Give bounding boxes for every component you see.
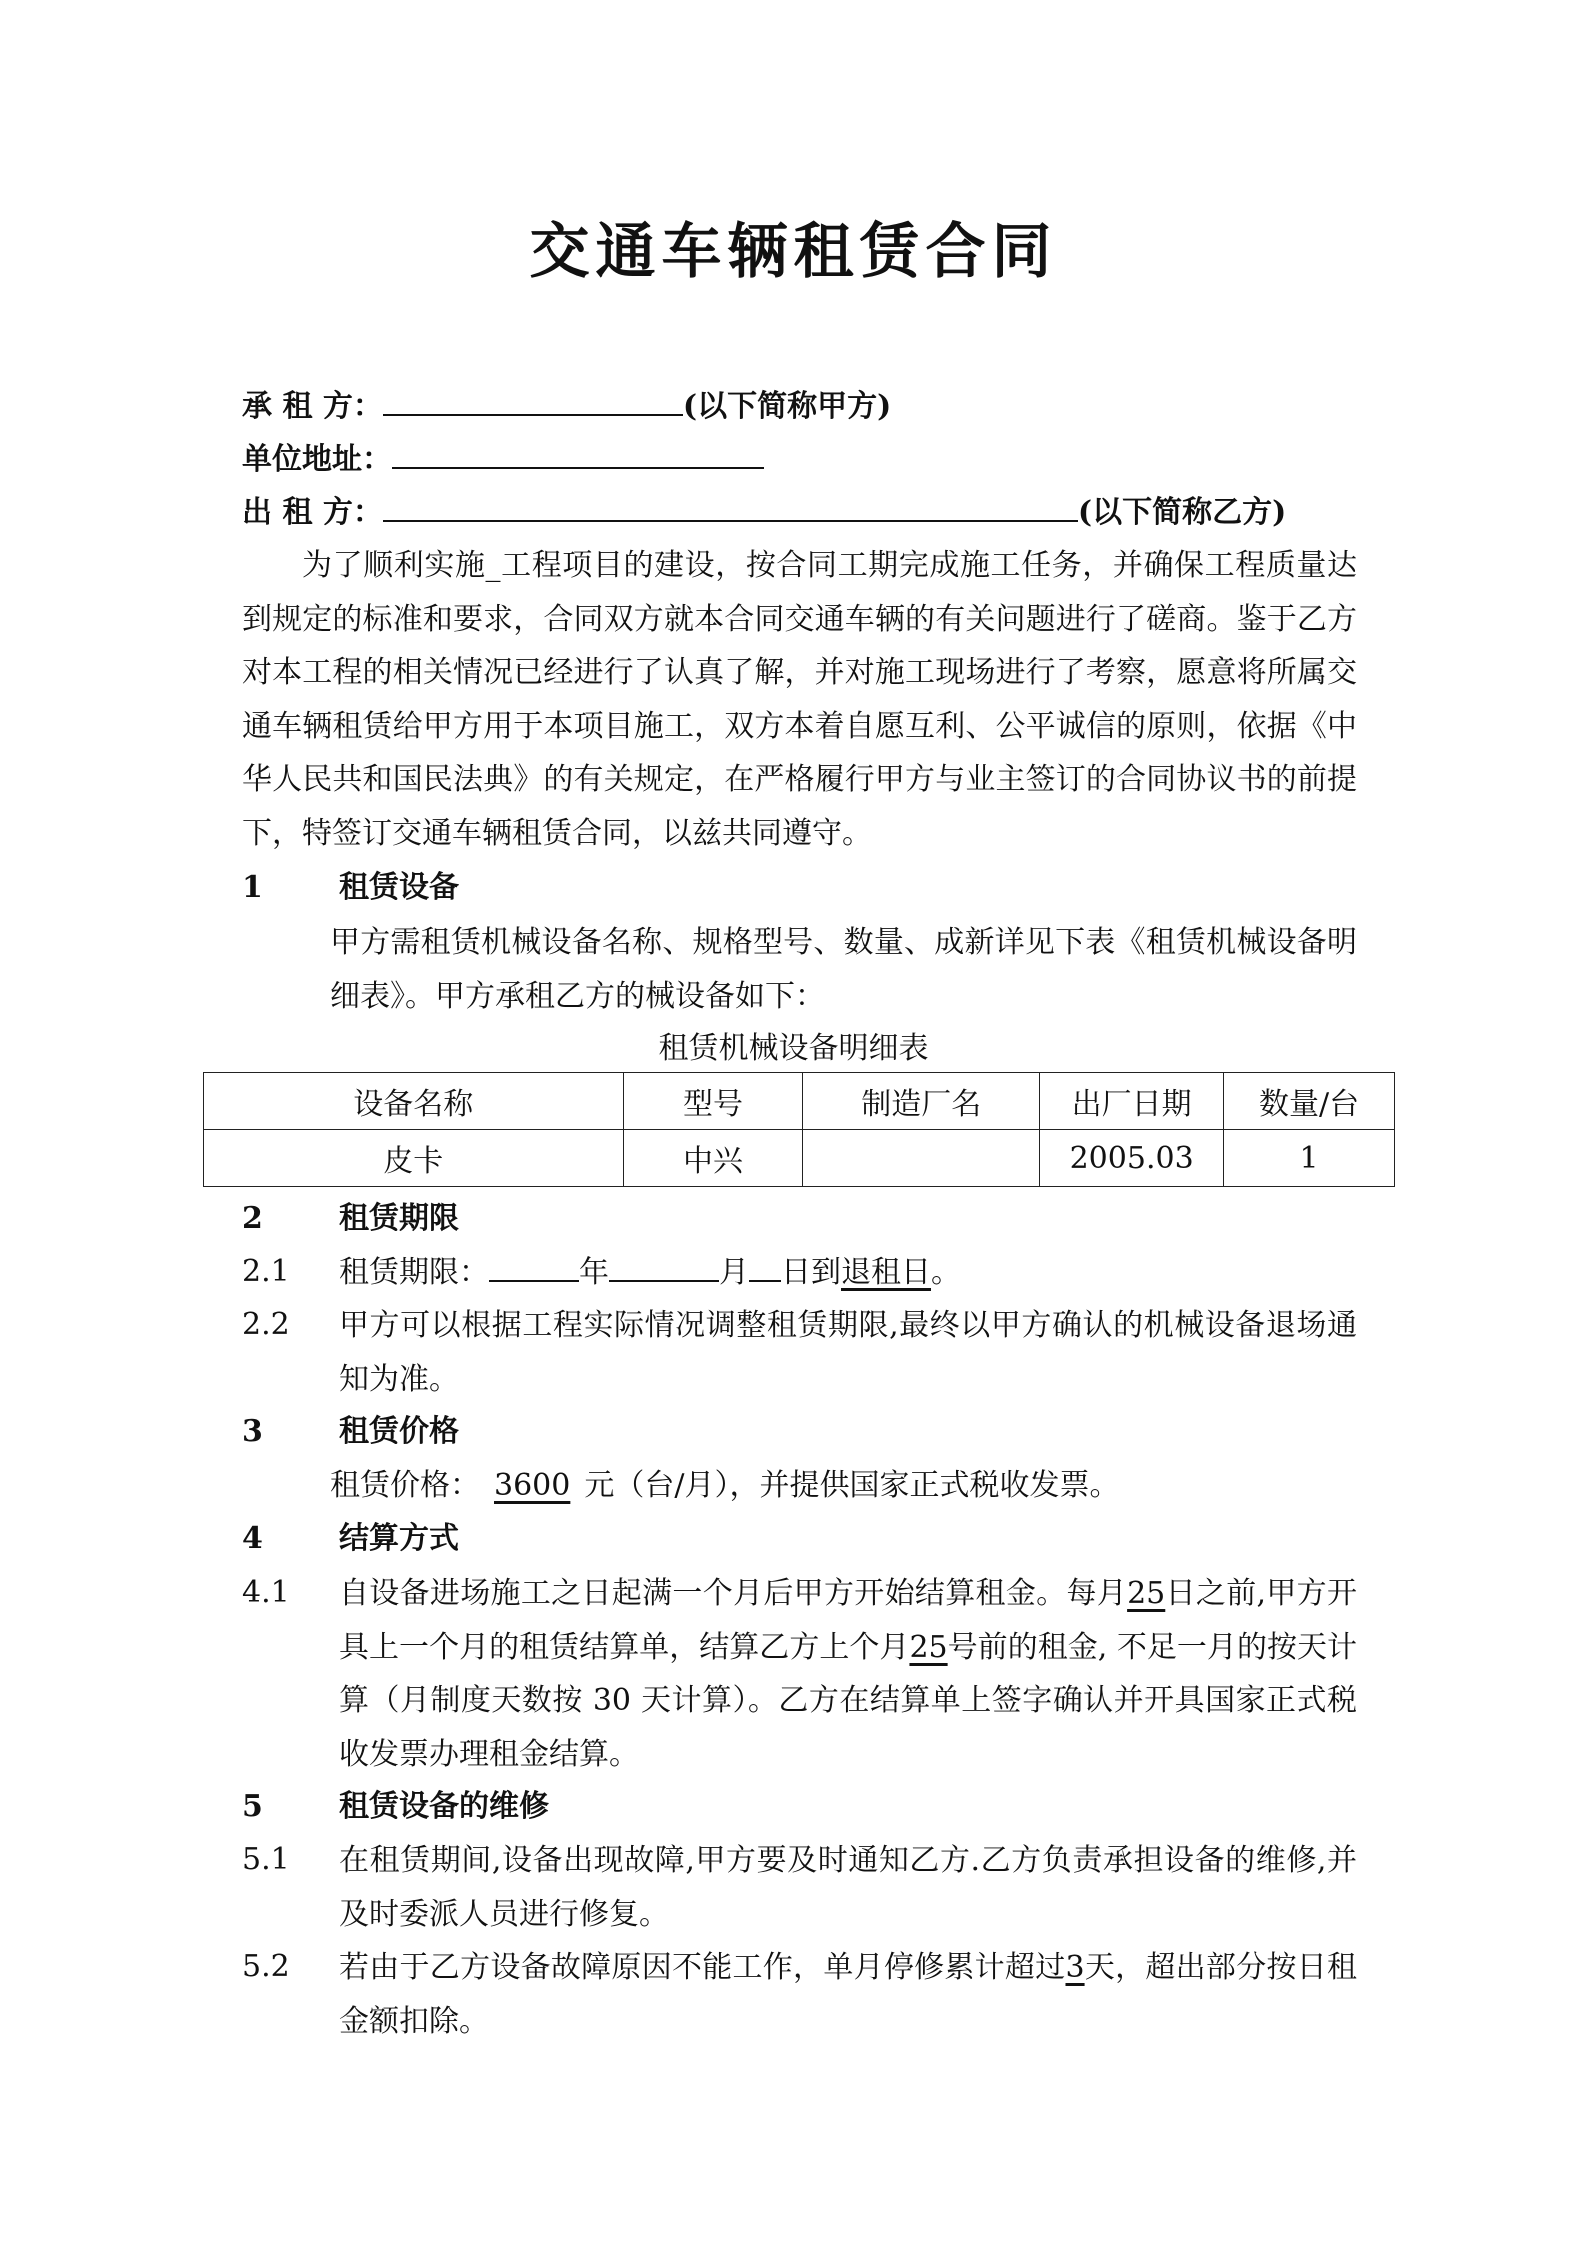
term-day: 日到	[781, 1255, 841, 1290]
document-title: 交通车辆租赁合同	[529, 217, 1058, 287]
table-caption: 租赁机械设备明细表	[658, 1031, 929, 1066]
equipment-table	[203, 1072, 1395, 1187]
preamble-paragraph: 为了顺利实施_工程项目的建设，按合同工期完成施工任务，并确保工程质量达到规定的标准和要求，合同双方就本合同交通车辆的有关问题进行了磋商。鉴于乙方对本工程的相关情况已经进行了认真了解，并对施工现场进行了考察，愿意将所属交通车辆租赁给甲方用于本项目施工，双方本着自愿互利、公平诚信的原则，依据《中华人民共和国民法典》的有关规定，在严格履行甲方与业主签订的合同协议书的前提下，特签订交通车辆租赁合同，以兹共同遵守。	[242, 548, 1357, 851]
section5-number: 5	[242, 1789, 263, 1824]
item-5-2-number: 5.2	[242, 1949, 290, 1984]
item-2-1-number: 2.1	[242, 1254, 290, 1289]
address-blank[interactable]	[392, 433, 764, 469]
lessee-blank[interactable]	[383, 380, 683, 416]
section2-title: 租赁期限	[339, 1201, 459, 1236]
day-blank[interactable]	[749, 1246, 781, 1282]
table-cell: 中兴	[623, 1130, 803, 1187]
section3-number: 3	[242, 1414, 263, 1449]
term-tail: 。	[931, 1255, 961, 1290]
table-header: 设备名称	[204, 1073, 624, 1130]
item-4-1-text	[339, 1567, 1357, 1781]
price-prefix: 租赁价格：	[330, 1468, 480, 1503]
item-2-2-number: 2.2	[242, 1307, 290, 1342]
table-header: 制造厂名	[803, 1073, 1040, 1130]
address-line	[242, 433, 764, 486]
section4-title: 结算方式	[339, 1521, 459, 1556]
settle-text-2: 日之前,甲方开具上一个月的租赁结算单，结算乙方上个月	[339, 1576, 1357, 1665]
section3-title: 租赁价格	[339, 1414, 459, 1449]
item-5-2-text	[339, 1941, 1357, 2048]
term-month: 月	[719, 1255, 749, 1290]
item-5-1-text: 在租赁期间,设备出现故障,甲方要及时通知乙方.乙方负责承担设备的维修,并及时委派人员进行修复。	[339, 1843, 1357, 1932]
term-prefix: 租赁期限：	[339, 1255, 489, 1290]
settle-text-3: 号前的租金, 不足一月的按天计算（月制度天数按 30 天计算）。乙方在结算单上签字确认并开具国家正式税收发票办理租金结算。	[339, 1629, 1358, 1772]
repair-days: 3	[1065, 1950, 1085, 1985]
price-value: 3600	[494, 1468, 571, 1503]
term-year: 年	[579, 1255, 609, 1290]
year-blank[interactable]	[489, 1246, 579, 1282]
table-row	[204, 1130, 1395, 1187]
table-cell: 皮卡	[204, 1130, 624, 1187]
lessor-label: 出 租 方：	[242, 495, 383, 530]
item-5-1-number: 5.1	[242, 1842, 290, 1877]
section2-number: 2	[242, 1201, 263, 1236]
section1-title: 租赁设备	[339, 870, 459, 905]
settle-day-2: 25	[909, 1629, 948, 1665]
address-label: 单位地址：	[242, 442, 392, 477]
settle-day-1: 25	[1127, 1576, 1166, 1611]
section1-text: 甲方需租赁机械设备名称、规格型号、数量、成新详见下表《租赁机械设备明细表》。甲方承租乙方的械设备如下：	[330, 925, 1357, 1014]
item-2-2-text: 甲方可以根据工程实际情况调整租赁期限,最终以甲方确认的机械设备退场通知为准。	[339, 1308, 1357, 1397]
item-2-1-text	[339, 1246, 961, 1299]
table-header-row	[204, 1073, 1395, 1130]
table-cell: 1	[1224, 1130, 1395, 1187]
lessee-label: 承 租 方：	[242, 389, 383, 424]
price-suffix: 元（台/月），并提供国家正式税收发票。	[584, 1468, 1120, 1503]
section1-number: 1	[242, 870, 263, 905]
settle-text-1: 自设备进场施工之日起满一个月后甲方开始结算租金。每月	[339, 1576, 1128, 1611]
lessor-line	[242, 486, 1286, 539]
table-cell: 2005.03	[1040, 1130, 1224, 1187]
table-header: 型号	[623, 1073, 803, 1130]
repair-text-2: 天，超出部分按日租金额扣除。	[339, 1950, 1358, 2039]
lessor-blank[interactable]	[383, 486, 1078, 522]
month-blank[interactable]	[609, 1246, 719, 1282]
term-end: 退租日	[841, 1255, 931, 1290]
price-line	[330, 1460, 1119, 1512]
lessor-suffix: (以下简称乙方)	[1077, 495, 1287, 530]
lessee-suffix: (以下简称甲方)	[682, 389, 892, 424]
table-header: 数量/台	[1224, 1073, 1395, 1130]
item-4-1-number: 4.1	[242, 1575, 290, 1610]
section5-title: 租赁设备的维修	[339, 1789, 549, 1824]
lessee-line	[242, 380, 891, 433]
table-cell	[803, 1130, 1040, 1187]
section4-number: 4	[242, 1521, 263, 1556]
repair-text-1: 若由于乙方设备故障原因不能工作，单月停修累计超过	[339, 1950, 1066, 1985]
table-header: 出厂日期	[1040, 1073, 1224, 1130]
